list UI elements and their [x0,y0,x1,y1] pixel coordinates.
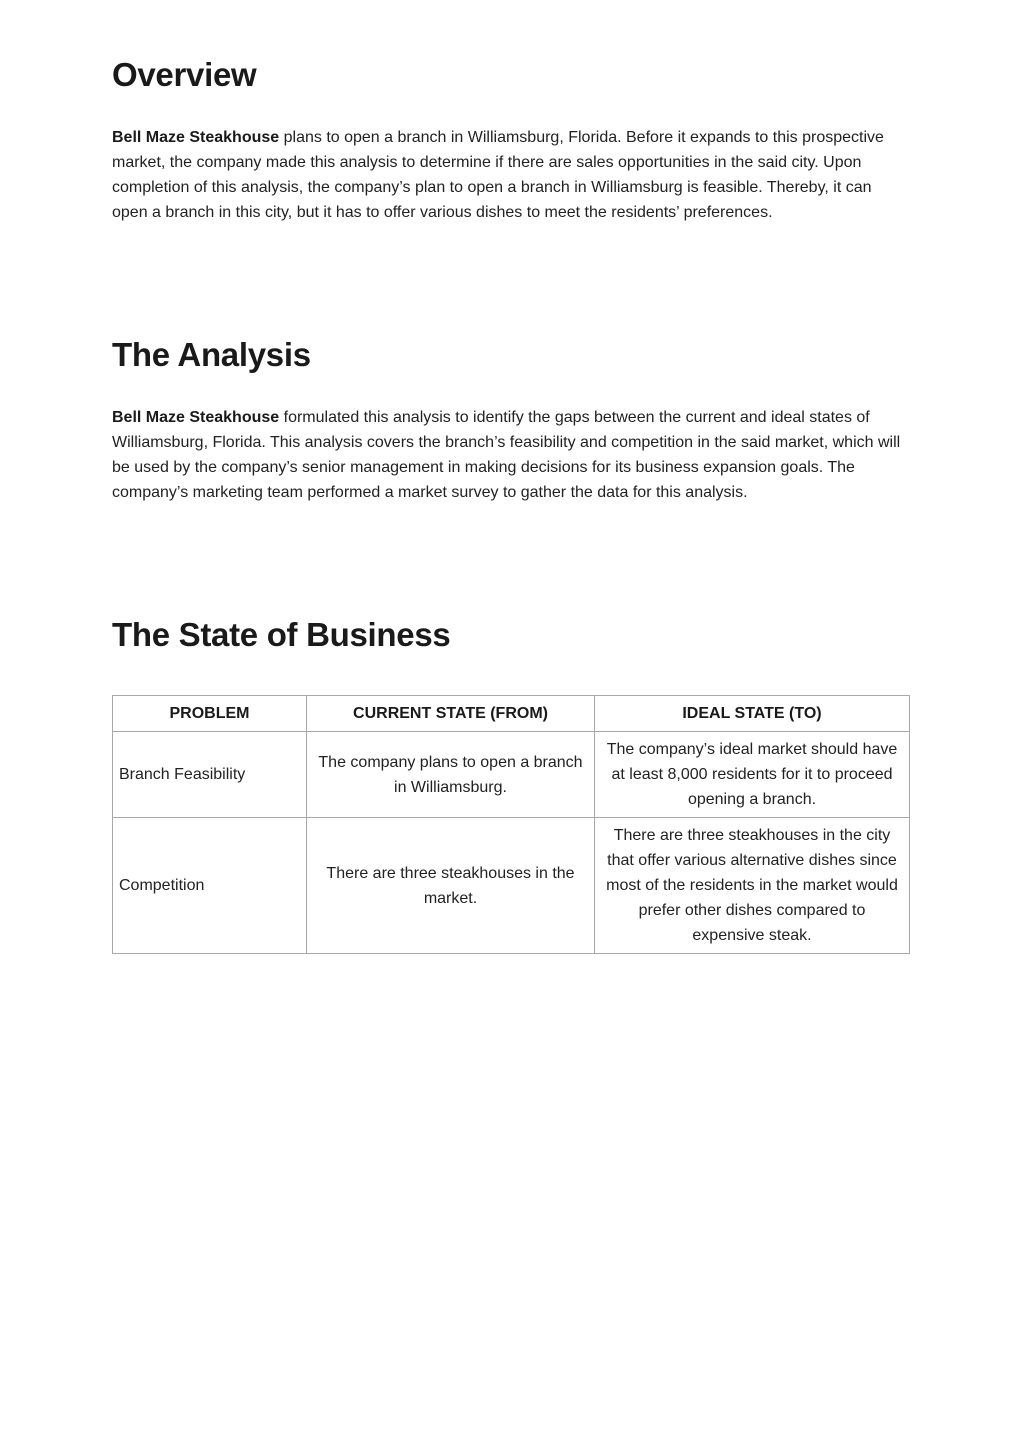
state-of-business-table [112,695,910,954]
table-header-row [113,696,910,732]
problem-cell: Competition [113,818,307,954]
ideal-state-cell: There are three steakhouses in the city that offer various alternative dishes since most of the residents in the market would prefer other dishes compared to expensive steak. [595,818,910,954]
overview-company-name: Bell Maze Steakhouse [112,129,280,146]
overview-heading: Overview [112,56,257,93]
current-state-cell: There are three steakhouses in the market. [307,818,595,954]
overview-text: plans to open a branch in Williamsburg, Florida. Before it expands to this prospective market, the company made this analysis to determine if there are sales opportunities in the said city. Upon completion of this analysis, the company’s plan to open a branch in Williamsburg is feasible. Thereby, it can open a branch in this city, but it has to offer various dishes to meet the residents’ preferences. [112,129,884,221]
ideal-state-cell: The company’s ideal market should have at least 8,000 residents for it to proceed opening a branch. [595,732,910,818]
header-problem: PROBLEM [113,696,307,732]
problem-cell: Branch Feasibility [113,732,307,818]
analysis-heading: The Analysis [112,336,311,373]
analysis-paragraph [112,405,910,505]
header-ideal-state: IDEAL STATE (TO) [595,696,910,732]
analysis-company-name: Bell Maze Steakhouse [112,409,280,426]
overview-paragraph [112,125,910,225]
table-row [113,732,910,818]
state-of-business-heading: The State of Business [112,616,451,653]
current-state-cell: The company plans to open a branch in Williamsburg. [307,732,595,818]
header-current-state: CURRENT STATE (FROM) [307,696,595,732]
analysis-text: formulated this analysis to identify the gaps between the current and ideal states of Williamsburg, Florida. This analysis covers the branch’s feasibility and competition in the said market, which will be used by the company’s senior management in making decisions for its business expansion goals. The company’s marketing team performed a market survey to gather the data for this analysis. [112,409,901,501]
table-row [113,818,910,954]
